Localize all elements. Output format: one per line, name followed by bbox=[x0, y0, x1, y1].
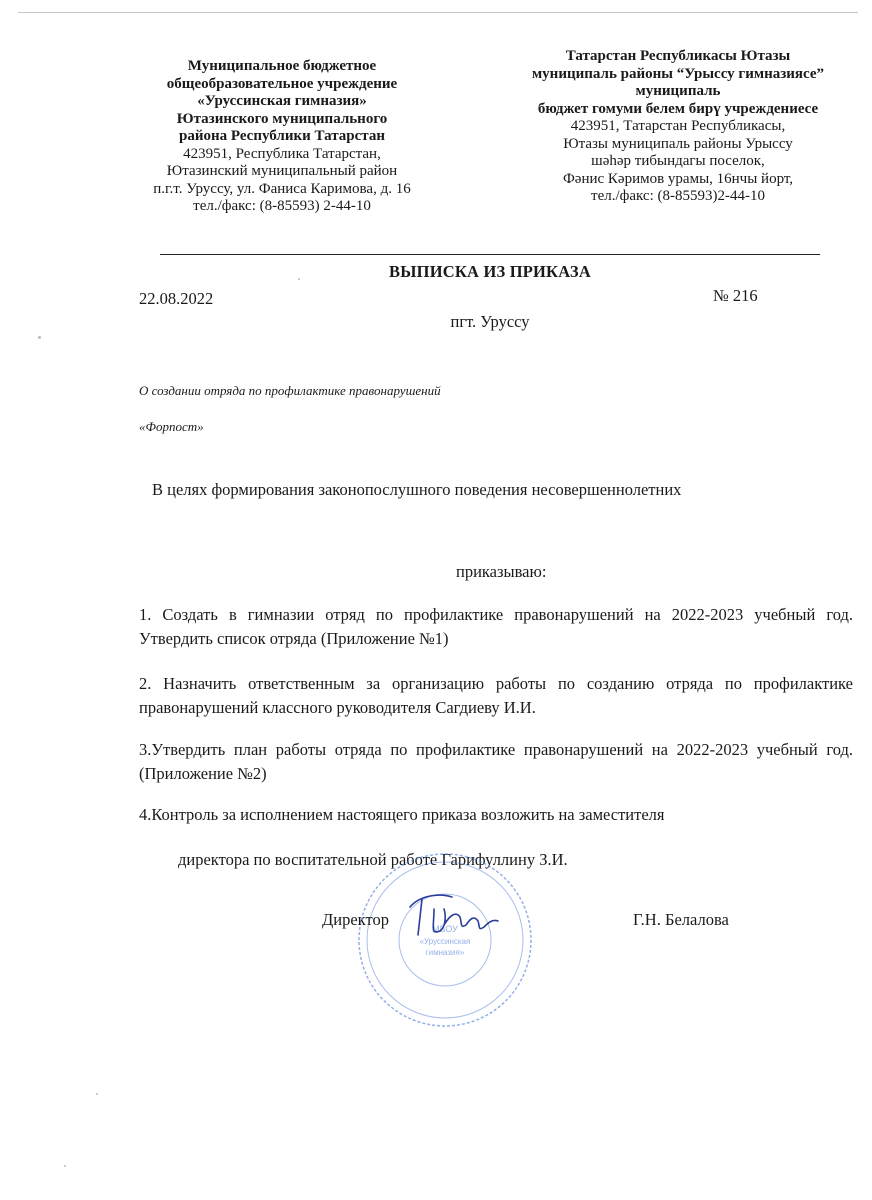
order-number: № 216 bbox=[713, 286, 758, 305]
header-right-line: муниципаль районы “Урыссу гимназиясе” bbox=[531, 65, 825, 82]
header-right-line: бюджет гомуми белем бирү учреждениесе bbox=[537, 100, 819, 117]
scan-edge-line bbox=[18, 12, 858, 13]
header-left-line: общеобразовательное учреждение bbox=[166, 75, 398, 92]
header-right-phone: тел./факс: (8-85593)2-44-10 bbox=[591, 188, 765, 204]
signature-role: Директор bbox=[322, 910, 389, 929]
header-left-line: Ютазинского муниципального bbox=[176, 110, 388, 127]
header-right-address: 423951, Татарстан Республикасы, bbox=[570, 118, 786, 134]
svg-text:МБОУ: МБОУ bbox=[432, 924, 458, 934]
header-left-phone: тел./факс: (8-85593) 2-44-10 bbox=[193, 198, 371, 214]
order-item-4-continuation: директора по воспитательной работе Гарифуллину З.И. bbox=[178, 850, 568, 869]
scan-speck bbox=[96, 1093, 98, 1095]
header-right-address: Ютазы муниципаль районы Урыссу bbox=[563, 135, 793, 152]
header-left-line: Муниципальное бюджетное bbox=[187, 58, 377, 74]
svg-text:«Уруссинская: «Уруссинская bbox=[419, 937, 471, 946]
header-right-line: Татарстан Республикасы Ютазы bbox=[565, 48, 791, 64]
order-item-1: 1. Создать в гимназии отряд по профилактике правонарушений на 2022-2023 учебный год. Утвердить список отряда (Приложение №1) bbox=[139, 605, 853, 648]
scan-speck bbox=[298, 278, 300, 280]
order-item-4: 4.Контроль за исполнением настоящего приказа возложить на заместителя bbox=[139, 805, 665, 824]
header-left-address: п.г.т. Уруссу, ул. Фаниса Каримова, д. 16 bbox=[153, 180, 411, 197]
order-preamble: В целях формирования законопослушного поведения несовершеннолетних bbox=[152, 480, 682, 499]
scan-speck bbox=[38, 336, 41, 339]
order-place: пгт. Уруссу bbox=[450, 312, 530, 331]
order-verb: приказываю: bbox=[456, 562, 547, 581]
header-divider bbox=[160, 254, 820, 255]
header-russian bbox=[112, 58, 452, 216]
order-subject: О создании отряда по профилактике правонарушений bbox=[139, 383, 441, 398]
header-left-line: «Уруссинская гимназия» bbox=[197, 93, 367, 109]
header-left-address: 423951, Республика Татарстан, bbox=[183, 145, 381, 162]
director-signature bbox=[400, 885, 510, 945]
header-right-address: шәһәр тибындагы поселок, bbox=[591, 153, 765, 169]
header-right-line: муниципаль bbox=[635, 83, 721, 99]
document-title: ВЫПИСКА ИЗ ПРИКАЗА bbox=[389, 262, 591, 281]
order-item-2: 2. Назначить ответственным за организацию работы по созданию отряда по профилактике правонарушений классного руководителя Сагдиеву И.И. bbox=[139, 674, 853, 717]
header-tatar bbox=[498, 48, 858, 206]
order-date: 22.08.2022 bbox=[139, 289, 214, 308]
header-left-address: Ютазинский муниципальный район bbox=[166, 163, 398, 179]
order-item-3: 3.Утвердить план работы отряда по профилактике правонарушений на 2022-2023 учебный год. (Приложение №2) bbox=[139, 740, 853, 783]
svg-text:гимназия»: гимназия» bbox=[425, 948, 465, 957]
header-left-line: района Республики Татарстан bbox=[179, 128, 385, 144]
order-subject-name: «Форпост» bbox=[139, 419, 204, 434]
signature-name: Г.Н. Белалова bbox=[633, 910, 729, 929]
scan-speck bbox=[64, 1165, 66, 1167]
header-right-address: Фәнис Кәримов урамы, 16нчы йорт, bbox=[562, 170, 794, 187]
